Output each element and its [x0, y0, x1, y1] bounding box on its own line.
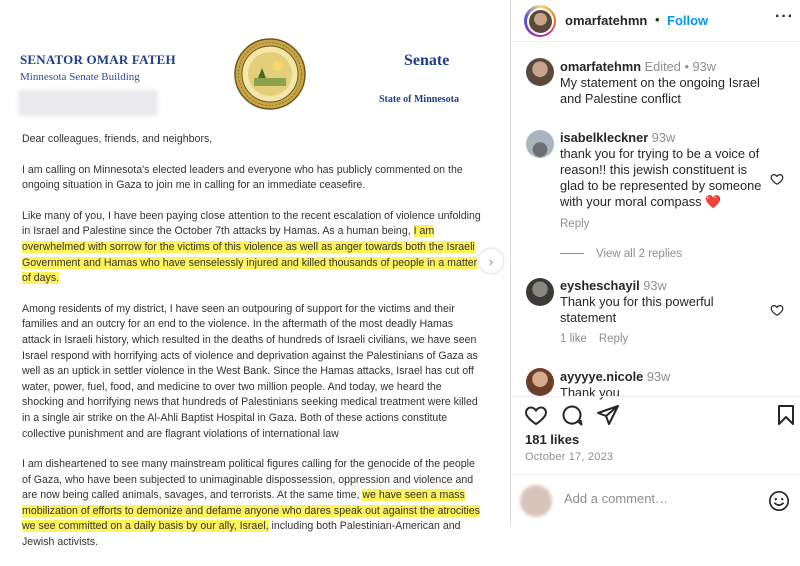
comment-time: 93w	[646, 369, 671, 384]
post-header	[512, 0, 800, 42]
caption-avatar[interactable]	[526, 58, 554, 86]
likes-count[interactable]: 1 like	[560, 333, 587, 345]
comment-username[interactable]: eysheschayil	[560, 278, 640, 293]
highlighted-text: we have seen a mass mobilization of efforts to demonize and defame anyone who dares speak out against the atrocities we see committed on a daily basis by our ally, Israel,	[22, 489, 480, 533]
letter-paragraph-2	[22, 209, 484, 287]
letter-text: Like many of you, I have been paying close attention to the recent escalation of violence unfolding in Israel and Palestine since the October 7th attacks by Hamas. As a human being,	[22, 209, 481, 238]
comment-meta	[560, 333, 640, 345]
view-replies-button[interactable]	[560, 248, 682, 260]
follow-button[interactable]: Follow	[667, 13, 709, 28]
current-user-avatar	[520, 485, 552, 517]
caption-text: My statement on the ongoing Israel and Palestine conflict	[560, 75, 760, 106]
comment-username[interactable]: isabelkleckner	[560, 130, 649, 145]
comment	[560, 278, 770, 326]
comment-meta	[560, 218, 601, 230]
caption-time: 93w	[692, 59, 717, 74]
comment-avatar[interactable]	[526, 368, 554, 396]
comment-bubble-icon[interactable]	[560, 403, 584, 427]
share-paper-plane-icon[interactable]	[596, 403, 620, 427]
post-sidebar	[512, 0, 800, 526]
comment-time: 93w	[643, 278, 667, 293]
edited-label: Edited	[644, 59, 681, 74]
separator-dot: •	[684, 59, 689, 74]
likes-count[interactable]: 181 likes	[525, 432, 580, 447]
letter-paragraph-1: I am calling on Minnesota's elected leaders and everyone who has publicly commented on the ongoing situation in Gaza to join me in calling for an immediate ceasefire.	[22, 163, 463, 192]
post-date: October 17, 2023	[525, 451, 614, 463]
bookmark-icon[interactable]	[774, 403, 798, 427]
letter-salutation: Dear colleagues, friends, and neighbors,	[22, 133, 213, 145]
add-comment-input[interactable]	[564, 491, 744, 506]
letterhead-state: State of Minnesota	[379, 94, 459, 105]
caption	[560, 59, 770, 107]
letterhead-chamber: Senate	[404, 52, 450, 69]
author-username[interactable]: omarfatehmn	[565, 13, 648, 28]
letter-body	[22, 132, 484, 566]
comment-text: thank you for trying to be a voice of reason!! this jewish constituent is glad to be represented by someone with your moral compass ❤️	[560, 146, 762, 209]
highlighted-text: I am overwhelmed with sorrow for the victims of this violence as well as anger towards both the Israeli Government and Hamas who have senselessly injured and killed thousands of people in a matter of days.	[22, 225, 478, 285]
add-comment-bar	[512, 474, 800, 526]
heart-icon[interactable]	[770, 172, 784, 186]
author-avatar[interactable]	[524, 5, 556, 37]
letterhead-sender-name: SENATOR OMAR FATEH	[20, 52, 176, 67]
like-heart-icon[interactable]	[524, 403, 548, 427]
comments-list	[512, 42, 800, 400]
emoji-icon[interactable]	[768, 490, 790, 512]
chevron-right-icon: ›	[488, 253, 494, 269]
redacted-address	[18, 90, 158, 116]
heart-icon[interactable]	[770, 303, 784, 317]
letter-paragraph-3: Among residents of my district, I have seen an outpouring of support for the victims and their families and an outcry for an end to the violence. In the aftermath of the most deadly Hamas attack in Israeli history, which resulted in the deaths of hundreds of Israeli civilians, we have seen Israel respond with horrifying acts of violence and deprivation against the Palestinians of Gaza as well as an uptick in settler violence in the West Bank. Since the Hamas attacks, Israel has cut off water, power, fuel, food, and medicine to over two million people. And today, we heard the shocking and horrifying news that hundreds of Palestinians seeking medical treatment were killed in a single air strike on the Al-Ahli Baptist Hospital in Gaza. Both of these actions constitute collective punishment and are flagrant violations of international law	[22, 302, 478, 440]
comment-avatar[interactable]	[526, 278, 554, 306]
divider	[560, 253, 584, 254]
more-options-icon[interactable]: ···	[775, 8, 794, 25]
comment-time: 93w	[651, 130, 676, 145]
letter-text: I am disheartened to see many mainstream political figures calling for the genocide of the people of Gaza, who have been subjected to unimaginable dispossession, oppression and violence and are now being called animals, savages, and terrorists. At the same time,	[22, 458, 475, 502]
separator-dot: •	[655, 12, 660, 27]
minnesota-seal-icon	[234, 38, 306, 110]
comment-text: Thank you	[560, 385, 620, 400]
letterhead-building: Minnesota Senate Building	[20, 71, 140, 83]
reply-button[interactable]: Reply	[598, 333, 629, 345]
caption-username[interactable]: omarfatehmn	[560, 59, 642, 74]
action-bar	[512, 396, 800, 428]
reply-button[interactable]: Reply	[560, 218, 590, 230]
comment	[560, 130, 770, 210]
next-image-button[interactable]	[479, 249, 503, 273]
comment-avatar[interactable]	[526, 130, 554, 158]
letter-text: including both Palestinian-American and Jewish activists.	[22, 520, 461, 549]
avatar	[527, 8, 554, 35]
view-replies-label: View all 2 replies	[596, 248, 683, 260]
comment-username[interactable]: ayyyye.nicole	[560, 369, 644, 384]
letter-paragraph-4	[22, 457, 484, 551]
comment-text: Thank you for this powerful statement	[560, 294, 714, 325]
